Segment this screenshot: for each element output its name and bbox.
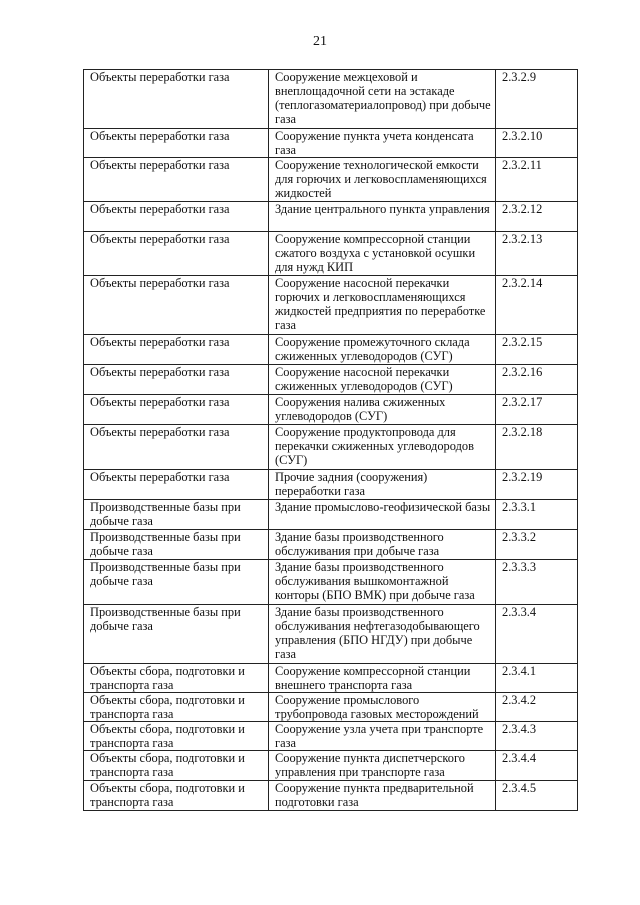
code-cell: 2.3.2.14 — [496, 276, 578, 335]
table-row — [84, 202, 578, 232]
code-cell: 2.3.4.5 — [496, 781, 578, 811]
object-name-cell: Здание базы производственного обслуживания при добыче газа — [269, 530, 496, 560]
table-row — [84, 232, 578, 276]
table-row — [84, 276, 578, 335]
table-row — [84, 560, 578, 605]
code-cell: 2.3.2.11 — [496, 158, 578, 202]
category-cell: Производственные базы при добыче газа — [84, 530, 269, 560]
category-cell: Объекты переработки газа — [84, 232, 269, 276]
code-cell: 2.3.4.3 — [496, 722, 578, 751]
table-row — [84, 365, 578, 395]
code-cell: 2.3.2.19 — [496, 470, 578, 500]
table-row — [84, 751, 578, 781]
code-cell: 2.3.3.4 — [496, 605, 578, 664]
category-cell: Производственные базы при добыче газа — [84, 500, 269, 530]
table-row — [84, 722, 578, 751]
table-row — [84, 70, 578, 129]
code-cell: 2.3.4.4 — [496, 751, 578, 781]
table-row — [84, 470, 578, 500]
category-cell: Объекты переработки газа — [84, 276, 269, 335]
table-row — [84, 425, 578, 470]
category-cell: Объекты сбора, подготовки и транспорта газа — [84, 722, 269, 751]
object-name-cell: Сооружение компрессорной станции сжатого воздуха с установкой осушки для нужд КИП — [269, 232, 496, 276]
code-cell: 2.3.2.10 — [496, 129, 578, 158]
code-cell: 2.3.3.2 — [496, 530, 578, 560]
category-cell: Производственные базы при добыче газа — [84, 605, 269, 664]
object-name-cell: Прочие задния (сооружения) переработки газа — [269, 470, 496, 500]
object-name-cell: Сооружение технологической емкости для горючих и легковоспламеняющихся жидкостей — [269, 158, 496, 202]
category-cell: Объекты сбора, подготовки и транспорта газа — [84, 751, 269, 781]
object-name-cell: Сооружение насосной перекачки сжиженных углеводородов (СУГ) — [269, 365, 496, 395]
table-row — [84, 129, 578, 158]
page-number: 21 — [313, 34, 327, 49]
table-row — [84, 500, 578, 530]
object-name-cell: Здание центрального пункта управления — [269, 202, 496, 232]
code-cell: 2.3.4.1 — [496, 664, 578, 693]
code-cell: 2.3.2.15 — [496, 335, 578, 365]
object-name-cell: Сооружение пункта предварительной подготовки газа — [269, 781, 496, 811]
category-cell: Объекты сбора, подготовки и транспорта газа — [84, 693, 269, 722]
category-cell: Объекты сбора, подготовки и транспорта газа — [84, 664, 269, 693]
table-row — [84, 530, 578, 560]
table-row — [84, 664, 578, 693]
table-row — [84, 158, 578, 202]
object-name-cell: Здание базы производственного обслуживания нефтегазодобывающего управления (БПО НГДУ) при добыче газа — [269, 605, 496, 664]
category-cell: Объекты сбора, подготовки и транспорта газа — [84, 781, 269, 811]
registry-table-body — [84, 70, 578, 811]
code-cell: 2.3.4.2 — [496, 693, 578, 722]
object-name-cell: Сооружения налива сжиженных углеводородов (СУГ) — [269, 395, 496, 425]
code-cell: 2.3.2.9 — [496, 70, 578, 129]
code-cell: 2.3.2.13 — [496, 232, 578, 276]
object-name-cell: Здание промыслово-геофизической базы — [269, 500, 496, 530]
code-cell: 2.3.2.12 — [496, 202, 578, 232]
category-cell: Объекты переработки газа — [84, 425, 269, 470]
table-row — [84, 693, 578, 722]
category-cell: Объекты переработки газа — [84, 158, 269, 202]
code-cell: 2.3.3.1 — [496, 500, 578, 530]
table-row — [84, 395, 578, 425]
object-name-cell: Здание базы производственного обслуживания вышкомонтажной конторы (БПО ВМК) при добыче газа — [269, 560, 496, 605]
table-row — [84, 605, 578, 664]
code-cell: 2.3.2.16 — [496, 365, 578, 395]
code-cell: 2.3.3.3 — [496, 560, 578, 605]
category-cell: Объекты переработки газа — [84, 70, 269, 129]
category-cell: Объекты переработки газа — [84, 129, 269, 158]
object-name-cell: Сооружение пункта учета конденсата газа — [269, 129, 496, 158]
object-name-cell: Сооружение промыслового трубопровода газовых месторождений — [269, 693, 496, 722]
category-cell: Производственные базы при добыче газа — [84, 560, 269, 605]
category-cell: Объекты переработки газа — [84, 470, 269, 500]
category-cell: Объекты переработки газа — [84, 335, 269, 365]
object-name-cell: Сооружение межцеховой и внеплощадочной сети на эстакаде (теплогазоматериалопровод) при добыче газа — [269, 70, 496, 129]
table-row — [84, 781, 578, 811]
object-name-cell: Сооружение пункта диспетчерского управления при транспорте газа — [269, 751, 496, 781]
object-name-cell: Сооружение узла учета при транспорте газа — [269, 722, 496, 751]
category-cell: Объекты переработки газа — [84, 395, 269, 425]
category-cell: Объекты переработки газа — [84, 365, 269, 395]
object-name-cell: Сооружение компрессорной станции внешнего транспорта газа — [269, 664, 496, 693]
registry-table — [83, 69, 578, 811]
table-row — [84, 335, 578, 365]
category-cell: Объекты переработки газа — [84, 202, 269, 232]
object-name-cell: Сооружение продуктопровода для перекачки сжиженных углеводородов (СУГ) — [269, 425, 496, 470]
object-name-cell: Сооружение насосной перекачки горючих и легковоспламеняющихся жидкостей предприятия по переработке газа — [269, 276, 496, 335]
code-cell: 2.3.2.18 — [496, 425, 578, 470]
code-cell: 2.3.2.17 — [496, 395, 578, 425]
object-name-cell: Сооружение промежуточного склада сжиженных углеводородов (СУГ) — [269, 335, 496, 365]
